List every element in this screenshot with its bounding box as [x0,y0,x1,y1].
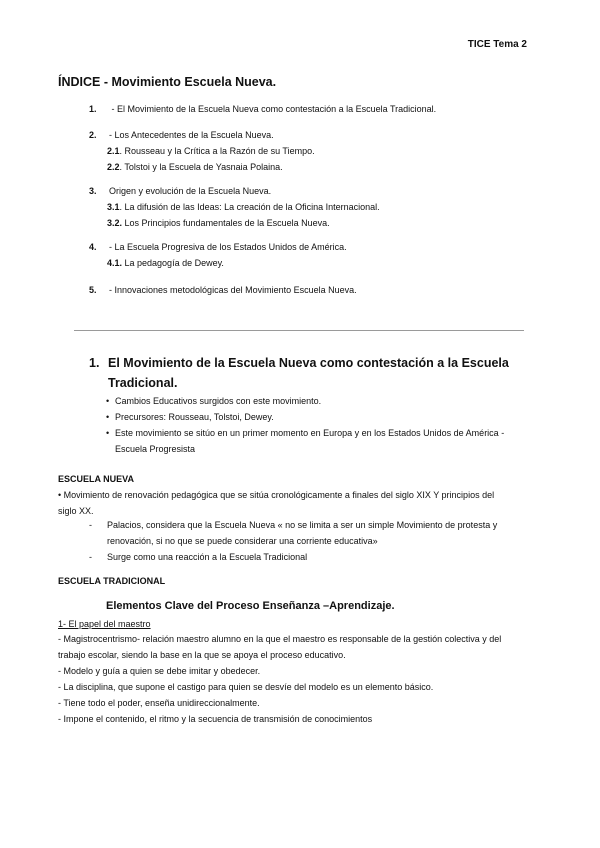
section-number: 1. [89,356,100,370]
toc-subitem [89,215,380,231]
toc-subitem-number: 2.1 [107,146,120,156]
toc-item-number: 5. [89,285,97,295]
toc-item-text: - La Escuela Progresiva de los Estados Unidos de América. [109,242,347,252]
escuela-nueva-dash-list [89,517,509,565]
toc-item-number: 3. [89,186,97,196]
bullet-icon: • [106,428,110,438]
section-title-line-2: Tradicional. [108,376,178,390]
toc-subitem [89,255,347,271]
bullet-item [106,409,526,425]
teacher-role-lines [58,631,518,727]
toc-subitem-text: . Rousseau y la Crítica a la Razón de su Tiempo. [119,146,315,156]
toc-subitem [89,143,315,159]
toc-subitem [89,159,315,175]
toc-subitem-number: 2.2 [107,162,120,172]
toc-item-text: - Los Antecedentes de la Escuela Nueva. [109,130,274,140]
dash-icon: - [89,552,92,562]
list-item: - La disciplina, que supone el castigo para quien se desvíe del modelo es un elemento básico. [58,682,434,692]
toc-subitem-number: 4.1. [107,258,123,268]
toc-subitem-number: 3.2. [107,218,123,228]
bullet-icon: • [106,396,110,406]
bullet-item [106,393,526,409]
section-1-bullets [106,393,526,457]
section-title-line-1: El Movimiento de la Escuela Nueva como contestación a la Escuela [108,356,509,370]
list-item: - Magistrocentrismo- relación maestro alumno en la que el maestro es responsable de la gestión colectiva y del trabajo escolar, siendo la base en la que se apoya el proceso educativo. [58,634,502,660]
toc-subitem-text: Los Principios fundamentales de la Escuela Nueva. [122,218,330,228]
dash-item [89,517,509,549]
process-subheading: Elementos Clave del Proceso Enseñanza –Aprendizaje. [106,600,395,612]
section-1-title [89,353,529,393]
list-item: - Impone el contenido, el ritmo y la secuencia de transmisión de conocimientos [58,714,373,724]
bullet-text: Este movimiento se sitúo en un primer momento en Europa y en los Estados Unidos de América - Escuela Progresista [115,428,505,454]
toc-item-4 [89,239,347,271]
toc-subitem-text: . Tolstoi y la Escuela de Yasnaia Polaina. [119,162,283,172]
index-title: ÍNDICE - Movimiento Escuela Nueva. [58,75,277,89]
toc-item-3 [89,183,380,231]
toc-item-text: Origen y evolución de la Escuela Nueva. [109,186,272,196]
dash-item [89,549,509,565]
bullet-text: Cambios Educativos surgidos con este movimiento. [115,396,322,406]
toc-item-2 [89,127,315,175]
toc-item-number: 4. [89,242,97,252]
horizontal-divider [74,330,524,331]
escuela-nueva-paragraph: • Movimiento de renovación pedagógica que se sitúa cronológicamente a finales del siglo XIX Y principios del siglo XX. [58,490,495,516]
list-item: - Modelo y guía a quien se debe imitar y obedecer. [58,666,261,676]
escuela-tradicional-label: ESCUELA TRADICIONAL [58,576,166,586]
toc-subitem [89,199,380,215]
list-item: - Tiene todo el poder, enseña unidireccionalmente. [58,698,260,708]
toc-item-number: 1. [89,104,97,114]
bullet-text: Precursores: Rousseau, Tolstoi, Dewey. [115,412,274,422]
toc-item-5 [89,282,357,298]
toc-subitem-text: . La difusión de las Ideas: La creación de la Oficina Internacional. [119,202,380,212]
toc-item-1 [89,101,436,117]
dash-text: Palacios, considera que la Escuela Nueva « no se limita a ser un simple Movimiento de protesta y renovación, si no que se puede considerar una corriente educativa» [107,520,498,546]
header-title: TICE Tema 2 [467,39,527,50]
toc-subitem-number: 3.1 [107,202,120,212]
dash-icon: - [89,520,92,530]
bullet-item [106,425,526,457]
bullet-icon: • [106,412,110,422]
toc-item-number: 2. [89,130,97,140]
toc-item-text: - Innovaciones metodológicas del Movimiento Escuela Nueva. [109,285,357,295]
toc-subitem-text: La pedagogía de Dewey. [122,258,224,268]
teacher-role-heading: 1- El papel del maestro [58,619,151,629]
escuela-nueva-label: ESCUELA NUEVA [58,474,135,484]
dash-text: Surge como una reacción a la Escuela Tradicional [107,552,308,562]
toc-item-text: - El Movimiento de la Escuela Nueva como contestación a la Escuela Tradicional. [109,104,437,114]
